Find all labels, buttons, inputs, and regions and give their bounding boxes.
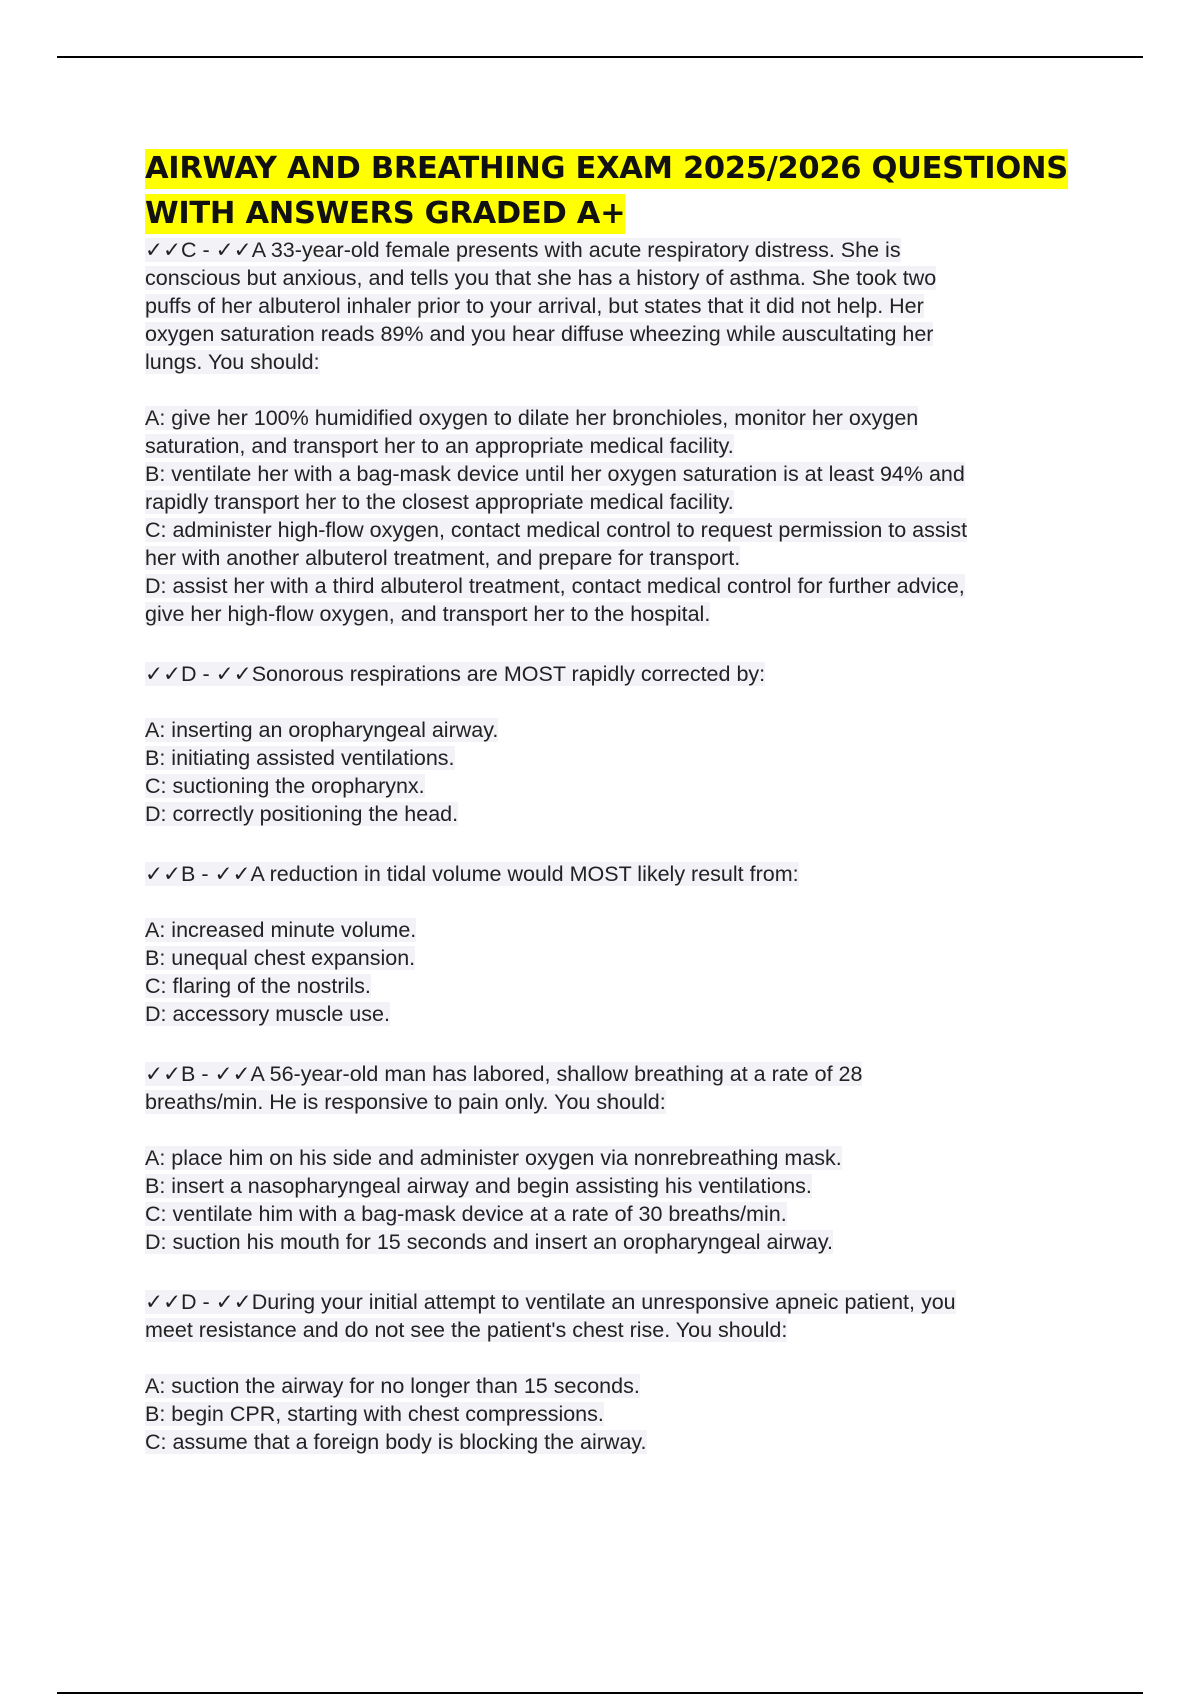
question-text-line (145, 1088, 1090, 1116)
question-text-line (145, 1060, 1090, 1088)
title-line-2: WITH ANSWERS GRADED A+ (145, 196, 626, 231)
answer-option-text: C: ventilate him with a bag-mask device at a rate of 30 breaths/min. (145, 1202, 787, 1226)
answer-option-line (145, 544, 1090, 572)
question-text: breaths/min. He is responsive to pain only. You should: (145, 1090, 666, 1114)
answer-option-text: saturation, and transport her to an appropriate medical facility. (145, 434, 734, 458)
question-text: ✓✓B - ✓✓A 56-year-old man has labored, shallow breathing at a rate of 28 (145, 1062, 863, 1086)
answer-option-text: rapidly transport her to the closest appropriate medical facility. (145, 490, 734, 514)
answer-option-text: C: assume that a foreign body is blocking the airway. (145, 1430, 647, 1454)
question-text: puffs of her albuterol inhaler prior to your arrival, but states that it did not help. Her (145, 294, 924, 318)
question-text-line (145, 264, 1090, 292)
question-block (145, 860, 1090, 1060)
question-text: ✓✓D - ✓✓Sonorous respirations are MOST rapidly corrected by: (145, 662, 766, 686)
answer-option-text: D: accessory muscle use. (145, 1002, 390, 1026)
title-line-1: AIRWAY AND BREATHING EXAM 2025/2026 QUESTIONS (145, 151, 1068, 186)
answer-option-text: A: give her 100% humidified oxygen to dilate her bronchioles, monitor her oxygen (145, 406, 919, 430)
answer-option-text: A: inserting an oropharyngeal airway. (145, 718, 499, 742)
spacer (145, 1344, 1090, 1372)
top-rule (57, 56, 1143, 58)
spacer (145, 1116, 1090, 1144)
answer-option-line (145, 1000, 1090, 1028)
answer-option-text: D: correctly positioning the head. (145, 802, 459, 826)
answer-option-text: her with another albuterol treatment, and prepare for transport. (145, 546, 741, 570)
answer-option-line (145, 744, 1090, 772)
answer-option-text: B: begin CPR, starting with chest compressions. (145, 1402, 604, 1426)
answer-option-line (145, 488, 1090, 516)
question-text-line (145, 348, 1090, 376)
answer-option-text: B: unequal chest expansion. (145, 946, 416, 970)
answer-option-line (145, 432, 1090, 460)
answer-option-line (145, 600, 1090, 628)
question-text-line (145, 1288, 1090, 1316)
answer-option-line (145, 404, 1090, 432)
question-text: ✓✓C - ✓✓A 33-year-old female presents with acute respiratory distress. She is (145, 238, 901, 262)
answer-option-text: B: ventilate her with a bag-mask device until her oxygen saturation is at least 94% and (145, 462, 965, 486)
answer-option-line (145, 1172, 1090, 1200)
question-text: lungs. You should: (145, 350, 320, 374)
spacer (145, 376, 1090, 404)
question-text-line (145, 1316, 1090, 1344)
answer-option-line (145, 972, 1090, 1000)
question-text: conscious but anxious, and tells you that she has a history of asthma. She took two (145, 266, 937, 290)
answer-option-line (145, 772, 1090, 800)
answer-option-text: D: suction his mouth for 15 seconds and insert an oropharyngeal airway. (145, 1230, 833, 1254)
document-body (145, 146, 1090, 1456)
spacer (145, 688, 1090, 716)
answer-option-line (145, 1228, 1090, 1256)
question-block (145, 1288, 1090, 1456)
question-text: meet resistance and do not see the patient's chest rise. You should: (145, 1318, 788, 1342)
title-highlight (145, 149, 1068, 234)
answer-option-text: B: insert a nasopharyngeal airway and begin assisting his ventilations. (145, 1174, 812, 1198)
answer-option-text: A: place him on his side and administer oxygen via nonrebreathing mask. (145, 1146, 842, 1170)
answer-option-line (145, 516, 1090, 544)
answer-option-line (145, 1428, 1090, 1456)
answer-option-line (145, 916, 1090, 944)
question-text: oxygen saturation reads 89% and you hear diffuse wheezing while auscultating her (145, 322, 934, 346)
answer-option-line (145, 1372, 1090, 1400)
question-text-line (145, 660, 1090, 688)
spacer (145, 1028, 1090, 1060)
answer-option-text: C: administer high-flow oxygen, contact medical control to request permission to assist (145, 518, 968, 542)
answer-option-text: D: assist her with a third albuterol treatment, contact medical control for further advice, (145, 574, 965, 598)
spacer (145, 1256, 1090, 1288)
document-title (145, 146, 1090, 236)
spacer (145, 888, 1090, 916)
question-text: ✓✓B - ✓✓A reduction in tidal volume would MOST likely result from: (145, 862, 799, 886)
question-text-line (145, 320, 1090, 348)
answer-option-text: B: initiating assisted ventilations. (145, 746, 455, 770)
question-text: ✓✓D - ✓✓During your initial attempt to ventilate an unresponsive apneic patient, you (145, 1290, 956, 1314)
spacer (145, 628, 1090, 660)
question-text-line (145, 292, 1090, 320)
answer-option-line (145, 572, 1090, 600)
question-text-line (145, 236, 1090, 264)
answer-option-line (145, 1144, 1090, 1172)
answer-option-text: A: suction the airway for no longer than 15 seconds. (145, 1374, 640, 1398)
answer-option-line (145, 1200, 1090, 1228)
question-block (145, 236, 1090, 660)
question-block (145, 1060, 1090, 1288)
answer-option-line (145, 716, 1090, 744)
answer-option-text: C: flaring of the nostrils. (145, 974, 371, 998)
answer-option-text: give her high-flow oxygen, and transport her to the hospital. (145, 602, 711, 626)
answer-option-text: C: suctioning the oropharynx. (145, 774, 425, 798)
question-block (145, 660, 1090, 860)
answer-option-line (145, 800, 1090, 828)
question-text-line (145, 860, 1090, 888)
bottom-rule (57, 1692, 1143, 1694)
answer-option-line (145, 1400, 1090, 1428)
question-list (145, 236, 1090, 1456)
spacer (145, 828, 1090, 860)
answer-option-text: A: increased minute volume. (145, 918, 417, 942)
answer-option-line (145, 460, 1090, 488)
answer-option-line (145, 944, 1090, 972)
